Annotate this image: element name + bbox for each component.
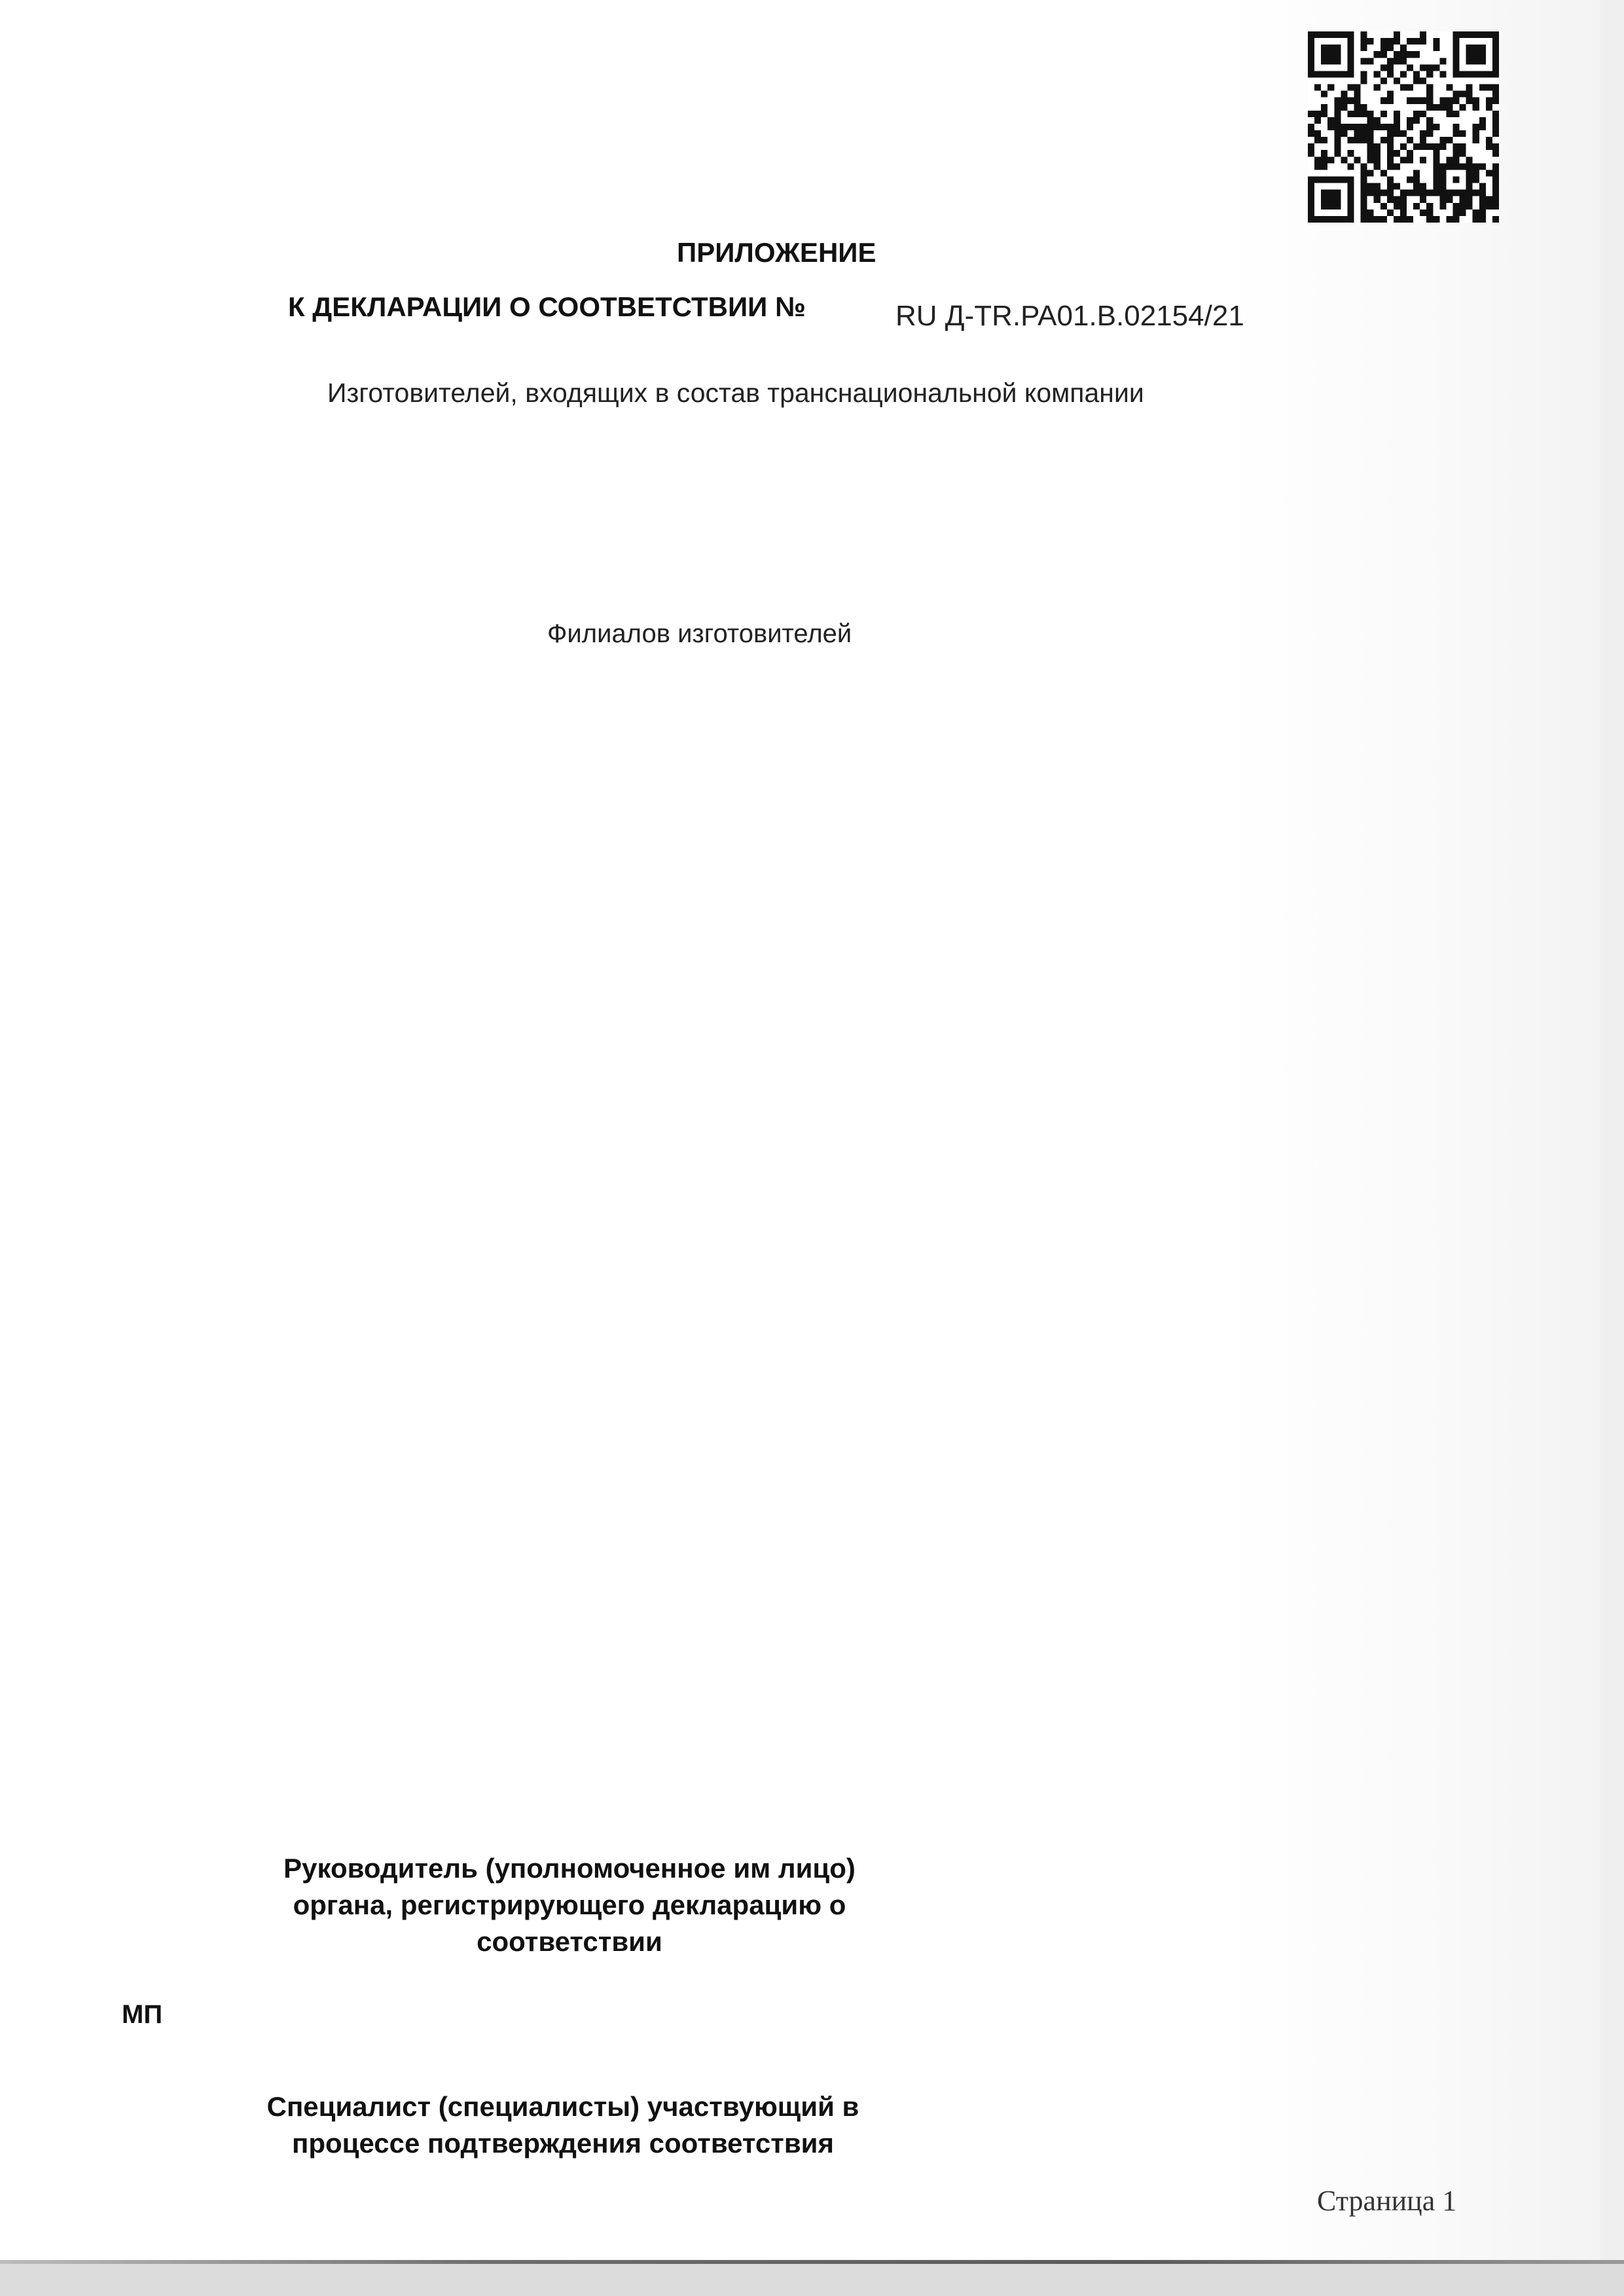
scan-right-edge <box>1600 0 1624 2296</box>
stamp-mark: МП <box>122 2000 163 2029</box>
head-signature-block <box>236 1850 903 1960</box>
scan-shade <box>1227 0 1600 2265</box>
declaration-number: RU Д-TR.PA01.B.02154/21 <box>895 300 1244 332</box>
specialist-signature-line: Специалист (специалисты) участвующий в <box>266 2091 859 2122</box>
scan-bottom-band <box>0 2262 1624 2296</box>
document-title: ПРИЛОЖЕНИЕ <box>677 237 876 268</box>
branches-heading: Филиалов изготовителей <box>547 619 852 648</box>
head-signature-line: органа, регистрирующего декларацию о <box>293 1889 846 1920</box>
document-subtitle: Изготовителей, входящих в состав транснациональной компании <box>327 378 1144 408</box>
page-number: Страница 1 <box>1317 2185 1457 2217</box>
declaration-label: К ДЕКЛАРАЦИИ О СООТВЕТСТВИИ № <box>288 291 806 322</box>
qr-code-icon <box>1308 31 1499 223</box>
specialist-signature-block <box>216 2088 910 2162</box>
head-signature-line: Руководитель (уполномоченное им лицо) <box>283 1853 856 1884</box>
specialist-signature-line: процессе подтверждения соответствия <box>292 2128 834 2159</box>
scan-bottom-edge <box>0 2260 1624 2264</box>
head-signature-line: соответствии <box>477 1926 662 1957</box>
